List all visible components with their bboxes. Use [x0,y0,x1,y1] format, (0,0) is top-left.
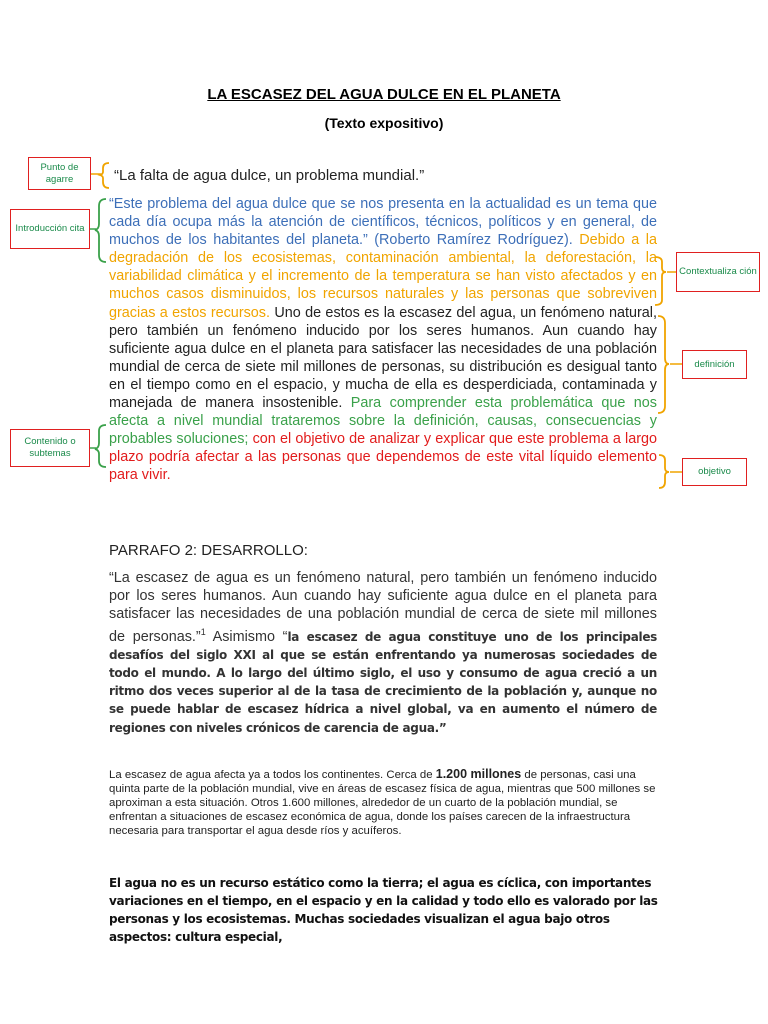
intro-context: Debido a la degradación de los ecosistemas, contaminación ambiental, la deforestación, la variabilidad climática y el incremento de la temperatura se han visto afectados y en muchos casos disminuidos, los recursos naturales y las personas que sobreviven gracias a estos recursos. [109,232,657,321]
bracket-contenido [95,425,106,467]
bracket-punto-agarre [100,163,109,188]
label-objetivo: objetivo [682,458,747,486]
para3-text-b: de personas, casi una quinta parte de la población mundial, vive en áreas de escasez física de agua, mientras que 500 millones se aproximan a esta situación. Otros 1.600 millones, alrededor de un cuarto de la población mundial, se enfrentan a situaciones de escasez económica de agua, donde los países carecen de la infraestructura necesaria para transportar el agua desde ríos y acuíferos. [109,769,656,838]
intro-paragraph [109,195,657,485]
development-bold-quote: la escasez de agua constituye uno de los principales desafíos del siglo XXI al que se están enfrentando ya numerosas sociedades de todo el mundo. A lo largo del último siglo, el uso y consumo de agua creció a un ritmo dos veces superior al de la tasa de crecimiento de la población y, aunque no se puede hablar de escasez hídrica a nivel global, va en aumento el número de regiones con niveles crónicos de carencia de agua.” [109,630,657,735]
label-contenido-subtemas: Contenido o subtemas [10,429,90,467]
label-definicion: definición [682,350,747,379]
intro-objective: con el objetivo de analizar y explicar que este problema a largo plazo podría afectar a las personas que dependemos de este vital líquido elemento para vivir. [109,431,658,484]
intro-hook: “La falta de agua dulce, un problema mundial.” [114,167,425,184]
intro-definition: Uno de estos es la escasez del agua, un fenómeno natural, pero también un fenómeno inducido por los seres humanos. Aun cuando hay suficiente agua dulce en el planeta para satisfacer las necesidades de una población mundial de cerca de siete mil millones de personas, su distribución es desigual tanto en el tiempo como en el espacio, y mucha de ella es desperdiciada, contaminada y manejada de manera insostenible. [109,304,657,412]
intro-subtopics: Para comprender esta problemática que nos afecta a nivel mundial trataremos sobre la definición, causas, consecuencias y probables soluciones; [109,395,657,448]
bracket-definicion [658,316,669,413]
document-subtitle: (Texto expositivo) [324,115,444,131]
scarcity-paragraph [109,767,659,838]
intro-quote: “Este problema del agua dulce que se nos presenta en la actualidad es un tema que cada día ocupa más la atención de científicos, técnicos, políticos y en general, de muchos de los habitantes del planeta.” (Roberto Ramírez Rodríguez). [109,196,657,249]
para3-bold: 1.200 millones [435,767,522,781]
label-contextualizacion: Contextualiza ción [676,252,760,292]
bracket-introduccion [95,199,106,262]
water-cycle-paragraph: El agua no es un recurso estático como la tierra; el agua es cíclica, con importantes variaciones en el tiempo, en el espacio y en la calidad y todo ello es valorado por las personas y los ecosistemas. Muchas sociedades visualizan el agua bajo otros aspectos: cultura especial, [109,876,658,944]
para3-text-a: La escasez de agua afecta ya a todos los continentes. Cerca de [109,769,436,781]
footnote-marker: 1 [200,627,206,638]
document-title: LA ESCASEZ DEL AGUA DULCE EN EL PLANETA [207,86,561,103]
label-introduccion-cita: Introducción cita [10,209,90,249]
development-paragraph [109,569,657,737]
development-quote: “La escasez de agua es un fenómeno natural, pero también un fenómeno inducido por los seres humanos. Aun cuando hay suficiente agua dulce en el planeta para satisfacer las necesidades de una población mundial de cerca de siete mil millones de personas.” [109,570,657,646]
development-heading: PARRAFO 2: DESARROLLO: [109,542,308,559]
label-punto-de-agarre: Punto de agarre [28,157,91,190]
development-connector: Asimismo “ [205,629,288,646]
bracket-objetivo [659,455,669,488]
